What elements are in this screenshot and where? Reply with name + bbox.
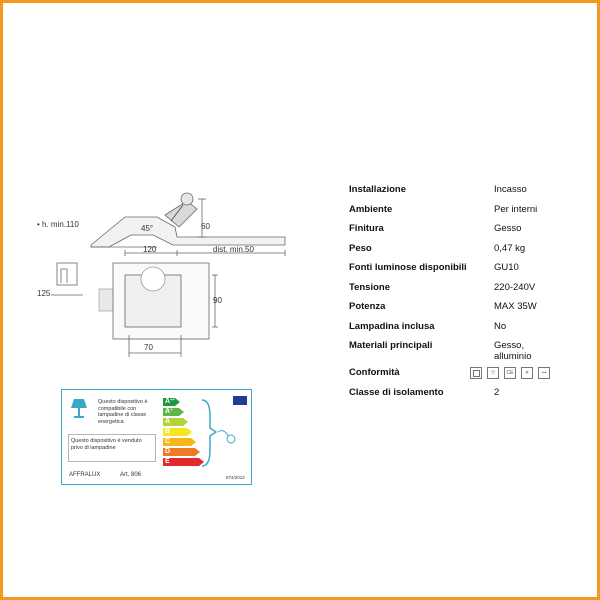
spec-label: Classe di isolamento	[349, 386, 444, 398]
spec-value: Gesso	[494, 223, 522, 234]
spec-label: Peso	[349, 242, 372, 254]
energy-class-letter: E	[165, 458, 170, 465]
technical-drawing	[37, 175, 299, 369]
spec-row	[349, 243, 569, 263]
spec-row	[349, 282, 569, 302]
f-mark-icon: ▽	[487, 367, 499, 379]
spec-label: Conformità	[349, 367, 400, 378]
regulation-number: 874/2012	[226, 475, 245, 480]
angle-label: 45°	[141, 224, 154, 233]
spec-value: MAX 35W	[494, 301, 537, 312]
drawing-lines	[37, 175, 299, 369]
dist-min-label: dist. min.50	[213, 245, 254, 254]
spec-label: Lampadina inclusa	[349, 320, 435, 332]
spec-row	[349, 321, 569, 341]
dim-60-label: 60	[201, 222, 210, 231]
height-min-label: • h. min.110	[37, 220, 79, 229]
energy-class-letter: C	[165, 438, 171, 445]
bracket-lamp-icon	[200, 398, 250, 468]
spec-value: No	[494, 320, 507, 332]
spec-row-insulation	[349, 387, 569, 407]
energy-class-bar	[163, 418, 183, 426]
lamp-icon	[69, 397, 89, 421]
conformity-icons	[470, 367, 550, 379]
sold-without-box	[68, 434, 156, 462]
spec-value: Incasso	[494, 184, 527, 195]
spec-row	[349, 184, 569, 204]
spec-row	[349, 223, 569, 243]
sold-without-text: Questo dispositivo è venduto privo di lampadine	[71, 438, 142, 451]
spec-label: Installazione	[349, 184, 407, 195]
spec-value: 220-240V	[494, 281, 536, 293]
energy-class-plus: ++	[170, 397, 175, 402]
compatible-text: Questo dispositivo è compatibile con lampadine di classe energetica	[98, 399, 148, 425]
spec-label: Fonti luminose disponibili	[349, 262, 467, 273]
spec-row	[349, 301, 569, 321]
ce-mark-icon: CE	[504, 367, 516, 379]
spec-table	[349, 184, 569, 406]
spec-row	[349, 204, 569, 224]
energy-class-bar	[163, 448, 195, 456]
energy-class-bar	[163, 428, 187, 436]
energy-label	[61, 389, 252, 485]
brand-name: AFFRALUX	[69, 472, 101, 478]
spec-label: Finitura	[349, 223, 384, 234]
eu-flag-icon	[233, 396, 247, 405]
energy-class-plus: +	[170, 407, 173, 412]
spec-value: 0,47 kg	[494, 242, 526, 254]
ip-rating-icon: ⊶	[538, 367, 550, 379]
energy-class-bar	[163, 398, 175, 406]
energy-class-letter: B	[165, 428, 171, 435]
spec-row-conformity	[349, 367, 569, 387]
dim-90-label: 90	[213, 296, 222, 305]
energy-class-bar	[163, 408, 179, 416]
spec-label: Ambiente	[349, 203, 393, 215]
energy-class-bar	[163, 458, 199, 466]
spec-label: Potenza	[349, 301, 386, 312]
spec-label: Tensione	[349, 281, 390, 293]
energy-class-letter: A	[165, 418, 171, 425]
spec-row	[349, 262, 569, 282]
spec-value: Gesso, alluminio	[494, 340, 532, 362]
dim-125-label: 125	[37, 289, 51, 298]
energy-class-letter: A	[165, 408, 171, 415]
spec-row	[349, 340, 569, 367]
spec-value: Per interni	[494, 203, 538, 215]
dim-120-label: 120	[143, 245, 157, 254]
weee-icon: ✕	[521, 367, 533, 379]
article-number: Art. 806	[120, 472, 142, 478]
dim-70-label: 70	[144, 343, 153, 352]
spec-value: GU10	[494, 262, 519, 273]
energy-class-letter: A	[165, 398, 171, 405]
spec-label: Materiali principali	[349, 340, 433, 351]
class-ii-icon	[470, 367, 482, 379]
energy-class-bar	[163, 438, 191, 446]
spec-value: 2	[494, 386, 500, 398]
energy-class-letter: D	[165, 448, 171, 455]
